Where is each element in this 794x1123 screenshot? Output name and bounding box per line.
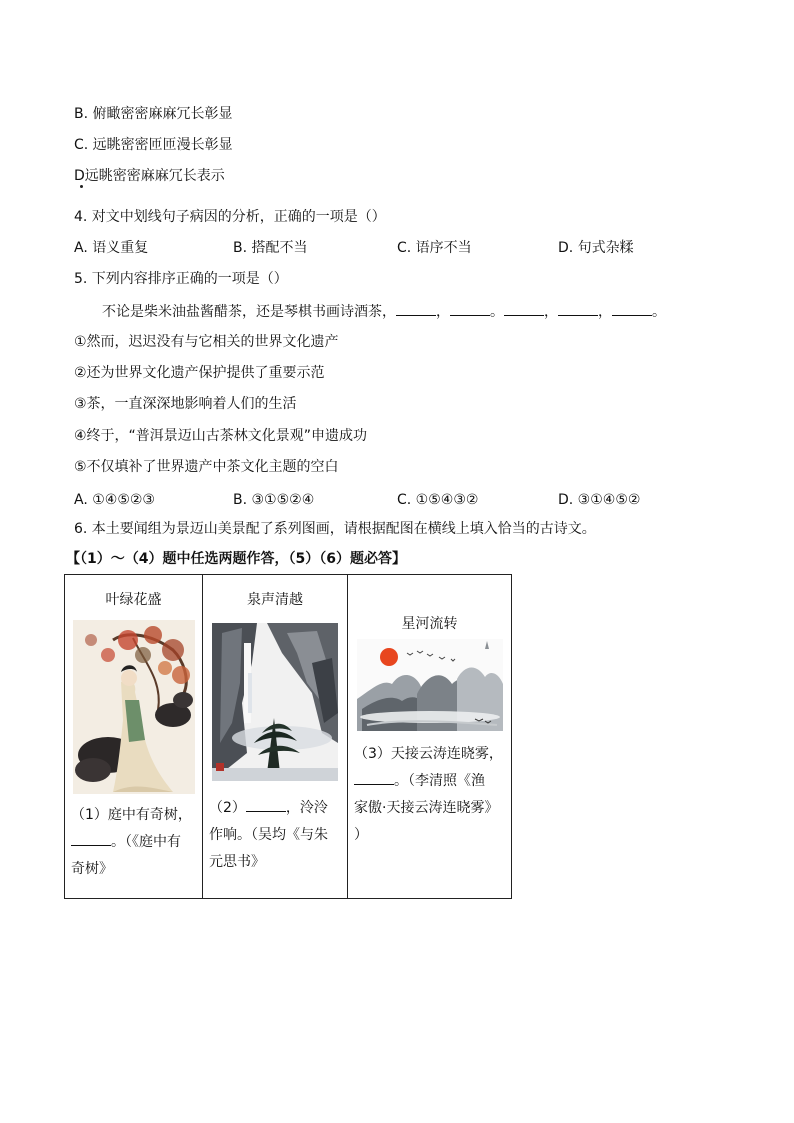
cell-leaves-flowers	[65, 575, 203, 899]
q5-sentence	[102, 301, 666, 322]
q5-item-5: ⑤不仅填补了世界遗产中茶文化主题的空白	[74, 459, 339, 475]
q3-option-b: B. 俯瞰密密麻麻冗长彰显	[74, 106, 233, 122]
cell2-line1	[209, 795, 341, 822]
cell3-blank	[354, 770, 394, 785]
q5-item-3: ③茶，一直深深地影响着人们的生活	[74, 396, 297, 412]
q5-sep-4: ，	[598, 304, 612, 320]
q3-option-c: C. 远眺密密匝匝漫长彰显	[74, 137, 233, 153]
q5-stem: 5. 下列内容排序正确的一项是（）	[74, 271, 288, 287]
waterfall-painting	[212, 623, 338, 781]
blank-3	[504, 301, 544, 316]
cell3-line2-text: 。（李清照《渔	[394, 773, 485, 789]
cell-title-2: 泉声清越	[247, 592, 303, 608]
stray-dot	[80, 185, 83, 188]
q5-sep-3: ，	[544, 304, 558, 320]
q5-sentence-text: 不论是柴米油盐酱醋茶，还是琴棋书画诗酒茶，	[102, 304, 396, 320]
cell1-blank	[71, 831, 111, 846]
q5-sep-5: 。	[652, 304, 666, 320]
blank-5	[612, 301, 652, 316]
blank-1	[396, 301, 436, 316]
q5-option-a: A. ①④⑤②③	[74, 492, 155, 508]
q6-stem: 6. 本土要闻组为景迈山美景配了系列图画，请根据配图在横线上填入恰当的古诗文。	[74, 521, 596, 537]
q5-sep-2: 。	[490, 304, 504, 320]
q5-item-2: ②还为世界文化遗产保护提供了重要示范	[74, 365, 325, 381]
cell-text-1	[65, 802, 202, 883]
cell-title-3: 星河流转	[401, 616, 458, 632]
q5-item-4: ④终于，“普洱景迈山古茶林文化景观”申遗成功	[74, 428, 368, 444]
cell1-line3: 奇树》	[71, 861, 113, 877]
cell1-line1: （1）庭中有奇树，	[71, 807, 192, 823]
q5-option-c: C. ①⑤④③②	[397, 492, 479, 508]
cell3-line2	[354, 768, 505, 795]
cell1-line2-text: 。（《庭中有	[111, 834, 181, 850]
sunrise-mountains-painting	[357, 639, 503, 731]
cell-text-3	[348, 741, 511, 849]
cell3-line3: 家傲·天接云涛连晓雾》	[354, 800, 499, 816]
q6-instruction: 【（1）～（4）题中任选两题作答，（5）（6）题必答】	[66, 551, 406, 567]
cell-title-1: 叶绿花盛	[105, 592, 162, 608]
q5-sep-1: ，	[436, 304, 450, 320]
blank-4	[558, 301, 598, 316]
poem-picture-table	[64, 574, 512, 899]
q5-option-b: B. ③①⑤②④	[233, 492, 315, 508]
q4-option-b: B. 搭配不当	[233, 240, 308, 256]
lady-tree-painting	[73, 620, 195, 794]
cell2-line1-suffix: ，泠泠	[285, 800, 328, 816]
cell-spring-sound	[203, 575, 348, 899]
cell3-line4: ）	[354, 827, 368, 843]
cell3-line1: （3）天接云涛连晓雾，	[354, 746, 503, 762]
cell2-line1-prefix: （2）	[209, 800, 246, 816]
cell2-line3: 元思书》	[209, 854, 265, 870]
cell2-blank	[246, 797, 286, 812]
cell2-line2: 作响。（吴均《与朱	[209, 827, 328, 843]
cell-stars-river	[348, 575, 512, 899]
q4-stem: 4. 对文中划线句子病因的分析，正确的一项是（）	[74, 209, 386, 225]
q4-option-c: C. 语序不当	[397, 240, 472, 256]
blank-2	[450, 301, 490, 316]
cell-text-2	[203, 795, 347, 876]
q4-option-d: D. 句式杂糅	[558, 240, 634, 256]
cell1-line2	[71, 829, 196, 856]
q3-option-d: D远眺密密麻麻冗长表示	[74, 168, 225, 184]
q5-item-1: ①然而，迟迟没有与它相关的世界文化遗产	[74, 334, 339, 350]
q4-option-a: A. 语义重复	[74, 240, 149, 256]
q5-option-d: D. ③①④⑤②	[558, 492, 641, 508]
